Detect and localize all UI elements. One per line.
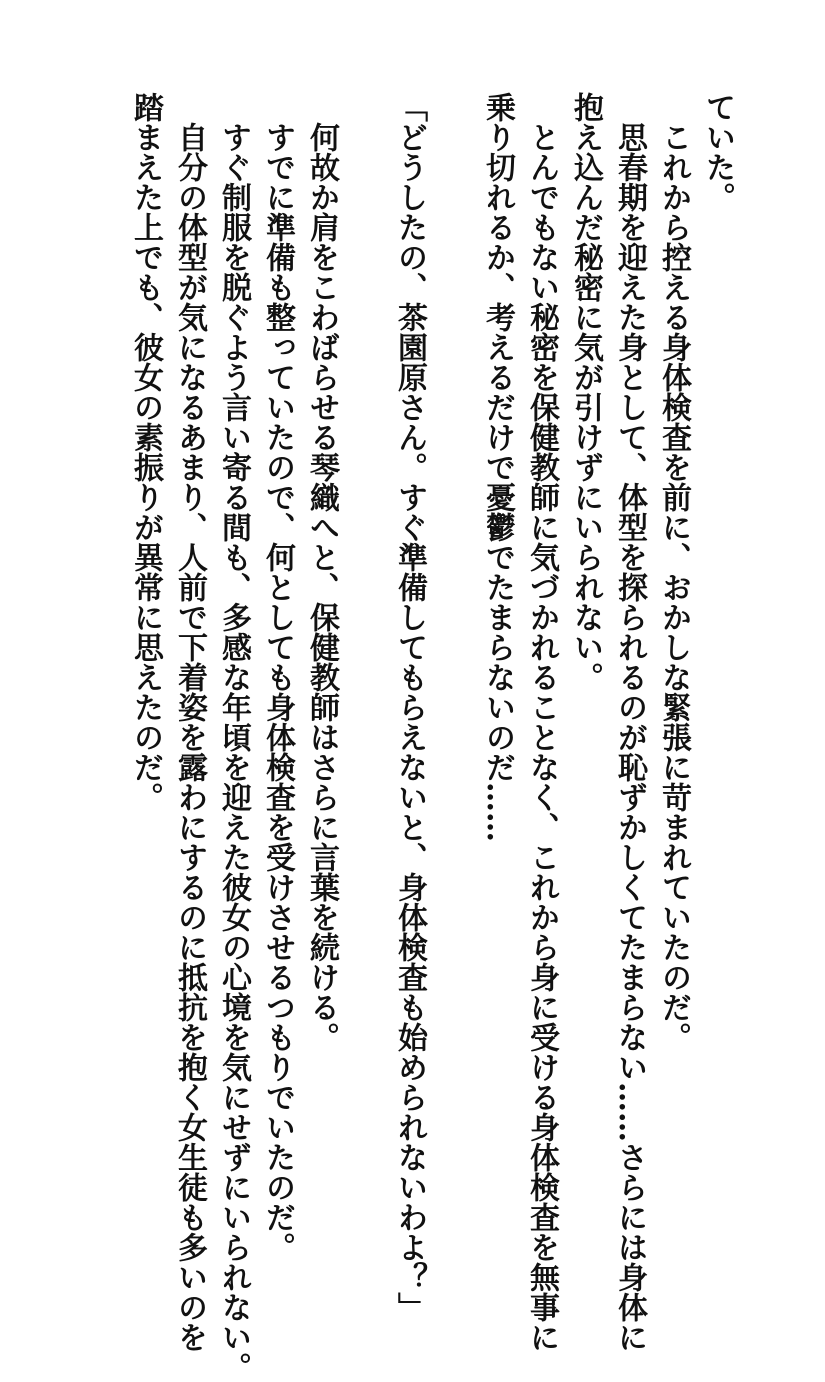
text-line: 抱え込んだ秘密に気が引けずにいられない。	[568, 92, 603, 692]
text-line: これから控える身体検査を前に、おかしな緊張に苛まれていたのだ。	[656, 92, 691, 1052]
text-line: とんでもない秘密を保健教師に気づかれることなく、これから身に受ける身体検査を無事に	[524, 92, 559, 1352]
blank-line	[343, 92, 387, 1092]
text-line: 何故か肩をこわばらせる琴織へと、保健教師はさらに言葉を続ける。	[304, 92, 339, 1052]
text-line: ていた。	[700, 92, 735, 212]
blank-line	[431, 92, 475, 1092]
text-line: 思春期を迎えた身として、体型を探られるのが恥ずかしくてたまらない……さらには身体に	[612, 92, 647, 1352]
text-line: すでに準備も整っていたので、何としても身体検査を受けさせるつもりでいたのだ。	[260, 92, 295, 1262]
text-line: 乗り切れるか、考えるだけで憂鬱でたまらないのだ……	[480, 92, 515, 842]
text-line: 踏まえた上でも、彼女の素振りが異常に思えたのだ。	[128, 92, 163, 812]
dialogue-line: 「どうしたの、茶園原さん。すぐ準備してもらえないと、身体検査も始められないわよ？」	[392, 92, 427, 1322]
text-line: 自分の体型が気になるあまり、人前で下着姿を露わにするのに抵抗を抱く女生徒も多いのを	[172, 92, 207, 1352]
vertical-text-body	[123, 92, 739, 1382]
text-line: すぐ制服を脱ぐよう言い寄る間も、多感な年頃を迎えた彼女の心境を気にせずにいられない。	[216, 92, 251, 1382]
